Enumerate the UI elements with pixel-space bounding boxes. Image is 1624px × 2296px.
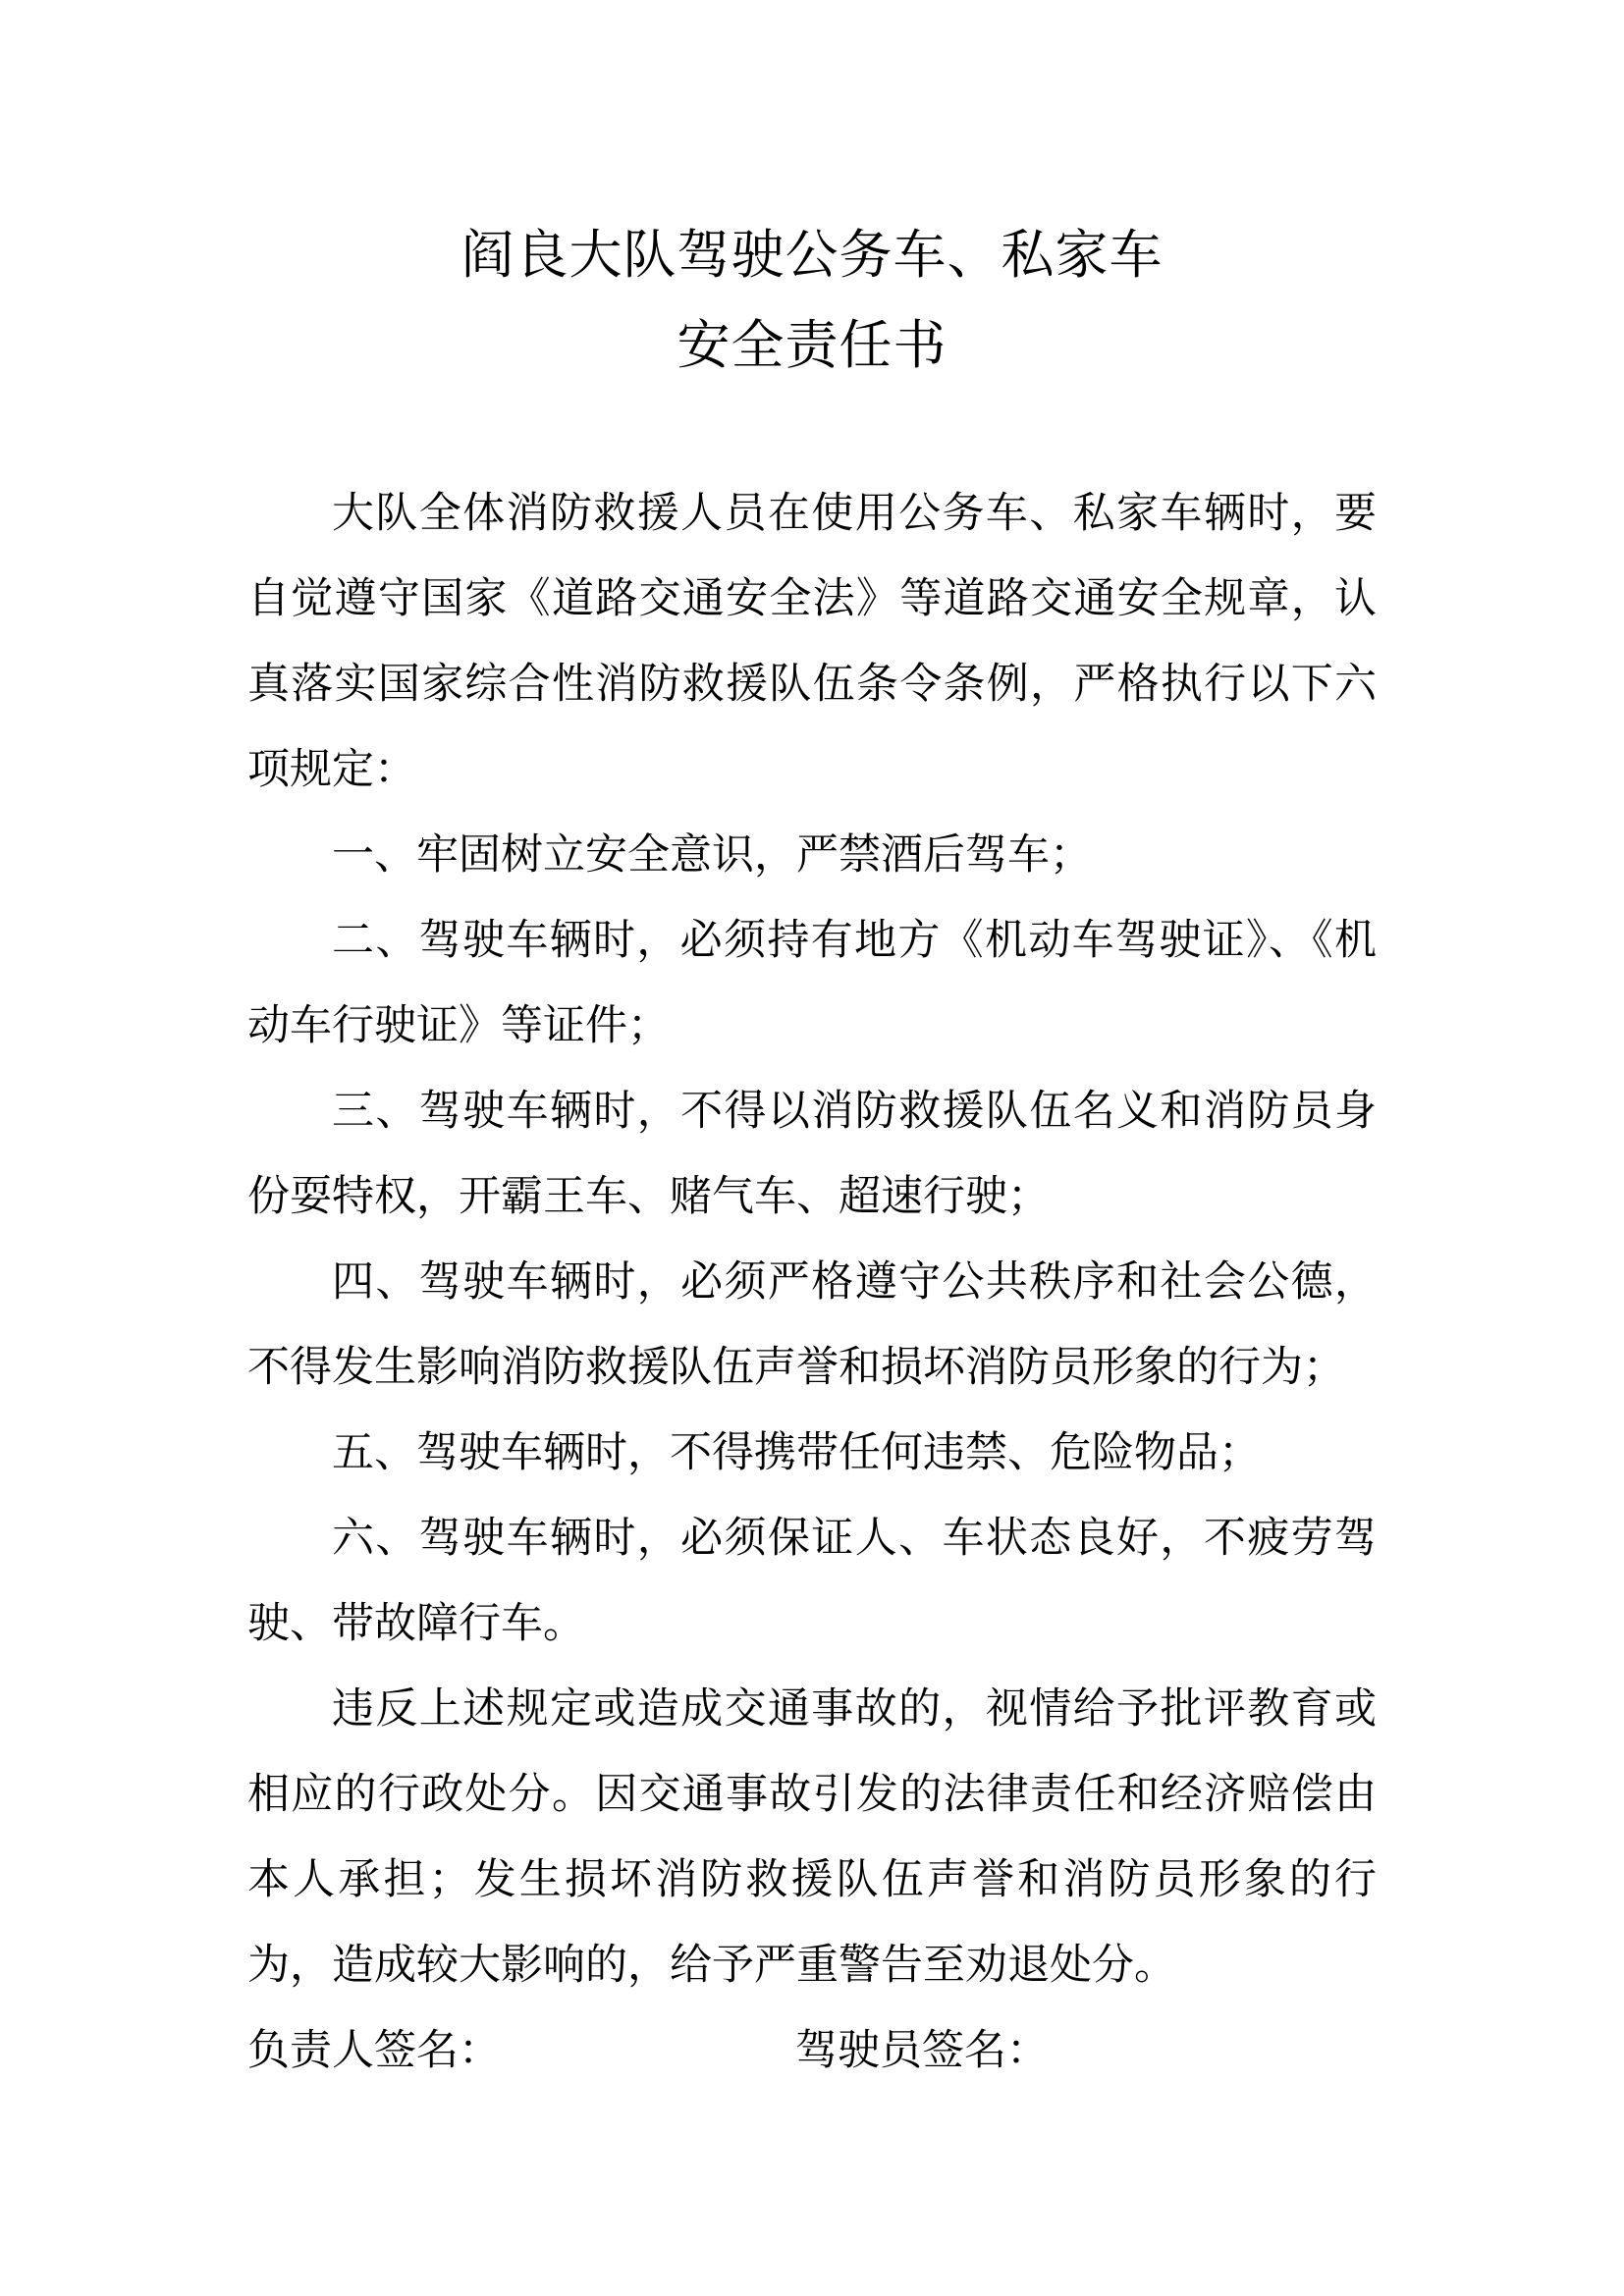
document-body xyxy=(247,0,1377,2094)
document-title-line-2: 安全责任书 xyxy=(677,316,947,375)
driver-signature-label: 驾驶员签名： xyxy=(795,2027,1049,2074)
rule-2-paragraph: 二、驾驶车辆时，必须持有地方《机动车驾驶证》、《机动车行驶证》等证件； xyxy=(247,917,1377,1049)
intro-paragraph: 大队全体消防救援人员在使用公务车、私家车辆时，要自觉遵守国家《道路交通安全法》等道路交通安全规章，认真落实国家综合性消防救援队伍条令条例，严格执行以下六项规定： xyxy=(247,490,1377,793)
leader-signature-label: 负责人签名： xyxy=(247,2027,501,2074)
document-paragraphs xyxy=(247,471,1377,2008)
rule-4-paragraph: 四、驾驶车辆时，必须严格遵守公共秩序和社会公德，不得发生影响消防救援队伍声誉和损坏消防员形象的行为； xyxy=(247,1258,1377,1391)
rule-1-paragraph: 一、牢固树立安全意识，严禁酒后驾车； xyxy=(332,831,1092,879)
rule-6-paragraph: 六、驾驶车辆时，必须保证人、车状态良好，不疲劳驾驶、带故障行车。 xyxy=(247,1515,1377,1647)
rule-3-paragraph: 三、驾驶车辆时，不得以消防救援队伍名义和消防员身份耍特权，开霸王车、赌气车、超速行驶； xyxy=(247,1088,1377,1220)
document-title-line-1: 阎良大队驾驶公务车、私家车 xyxy=(460,226,1164,285)
document-title xyxy=(247,210,1377,391)
penalty-paragraph: 违反上述规定或造成交通事故的，视情给予批评教育或相应的行政处分。因交通事故引发的法律责任和经济赔偿由本人承担；发生损坏消防救援队伍声誉和消防员形象的行为，造成较大影响的，给予严重警告至劝退处分。 xyxy=(247,1685,1377,1989)
rule-5-paragraph: 五、驾驶车辆时，不得携带任何违禁、危险物品； xyxy=(332,1429,1261,1476)
signature-row xyxy=(247,2008,1377,2094)
